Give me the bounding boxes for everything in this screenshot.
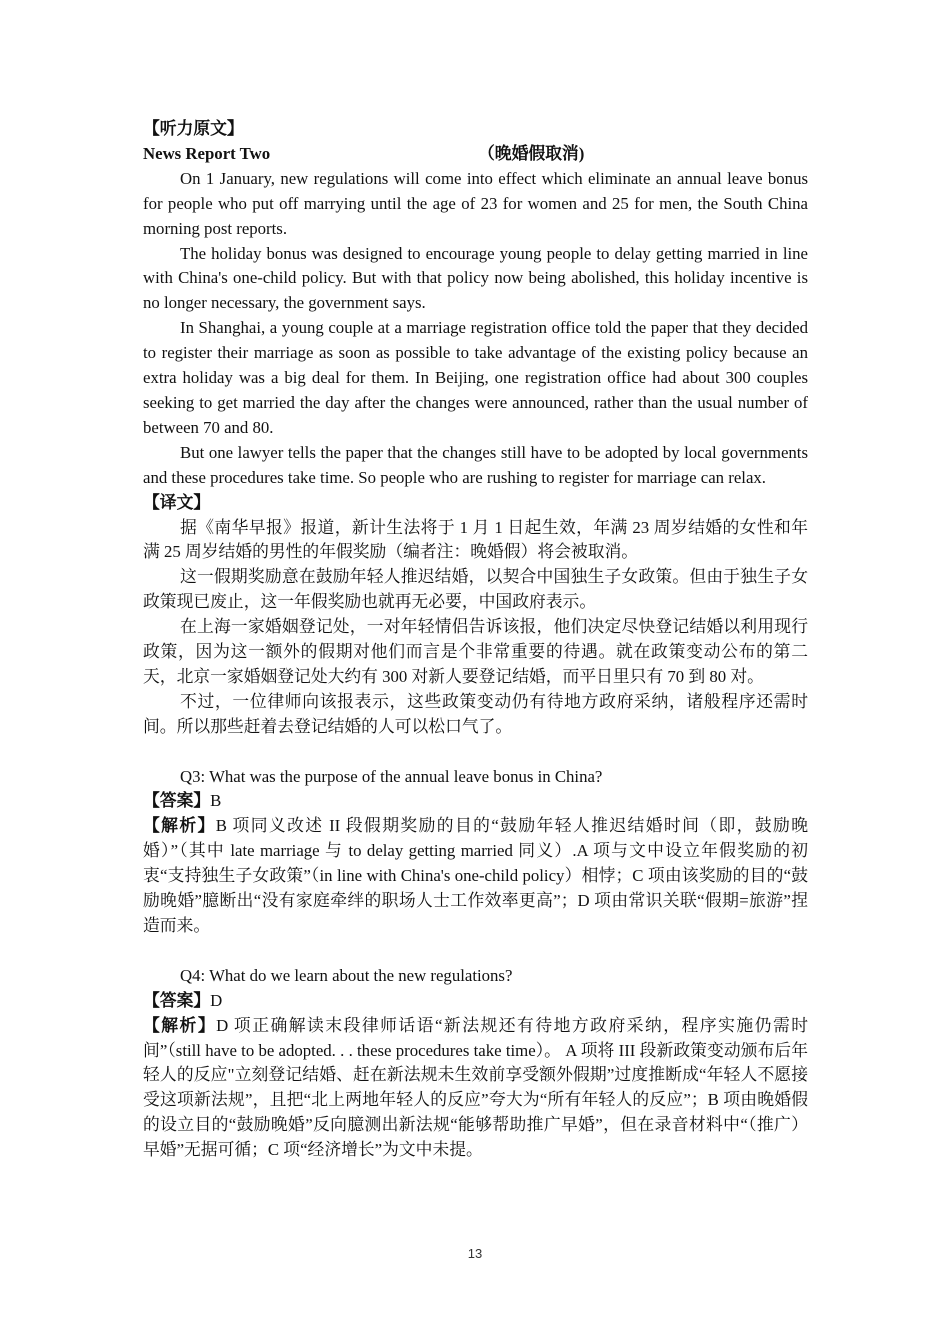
q3-analysis: B 项同义改述 II 段假期奖励的目的“鼓励年轻人推迟结婚时间（即，鼓励晚婚）”（其中 late marriage 与 to delay getting married 同义）.A 项与文中设立年假奖励的初衷“支持独生子女政策”（in line with China's one-child policy）相悖；C 项由该奖励的目的“鼓励晚婚”臆断出“没有家庭牵绊的职场人士工作效率更高”；D 项由常识关联“假期=旅游”捏造而来。 (143, 816, 808, 935)
report-subtitle: （晚婚假取消) (478, 143, 585, 163)
q3-question: Q3: What was the purpose of the annual leave bonus in China? (180, 766, 603, 786)
q3-analysis-line (143, 814, 808, 939)
english-paragraph-1: On 1 January, new regulations will come into effect which eliminate an annual leave bonus for people who put off marrying until the age of 23 for women and 25 for men, the South China morning post reports. (143, 168, 808, 238)
q4-analysis-label: 【解析】 (143, 1015, 217, 1035)
q3-answer: B (210, 791, 222, 811)
chinese-paragraph-3: 在上海一家婚姻登记处，一对年轻情侣告诉该报，他们决定尽快登记结婚以利用现行政策，因为这一额外的假期对他们而言是个非常重要的待遇。就在政策变动公布的第二天，北京一家婚姻登记处大约有 300 对新人要登记结婚，而平日里只有 70 到 80 对。 (143, 617, 808, 686)
report-title: News Report Two (143, 143, 271, 163)
q4-analysis-line (143, 1014, 808, 1163)
english-paragraph-2: The holiday bonus was designed to encourage young people to delay getting married in line with China's one-child policy. But with that policy now being abolished, this holiday incentive is no longer necessary, the government says. (143, 243, 808, 313)
q3-analysis-label: 【解析】 (143, 816, 216, 836)
english-paragraph-3: In Shanghai, a young couple at a marriage registration office told the paper that they decided to register their marriage as soon as possible to take advantage of the existing policy because an extra holiday was a big deal for them. In Beijing, one registration office had about 300 couples seeking to get married the day after the changes were announced, rather than the usual number of between 70 and 80. (143, 318, 808, 437)
chinese-paragraph-2: 这一假期奖励意在鼓励年轻人推迟结婚，以契合中国独生子女政策。但由于独生子女政策现已废止，这一年假奖励也就再无必要，中国政府表示。 (143, 567, 808, 612)
translation-heading: 【译文】 (143, 492, 211, 512)
q4-answer: D (210, 990, 223, 1010)
q3-answer-line (143, 789, 808, 814)
spacer (143, 740, 808, 765)
page-number: 13 (467, 1246, 483, 1261)
q3-answer-label: 【答案】 (143, 791, 211, 811)
report-title-row (143, 142, 808, 167)
listening-heading: 【听力原文】 (143, 119, 244, 138)
chinese-paragraph-1: 据《南华早报》报道，新计生法将于 1 月 1 日起生效，年满 23 周岁结婚的女性和年满 25 周岁结婚的男性的年假奖励（编者注：晚婚假）将会被取消。 (143, 517, 808, 562)
q4-question: Q4: What do we learn about the new regulations? (180, 965, 513, 985)
q4-answer-line (143, 989, 808, 1014)
page-content (143, 117, 808, 1163)
q4-analysis: D 项正确解读末段律师话语“新法规还有待地方政府采纳，程序实施仍需时间”（still have to be adopted. . . these procedures take time）。 A 项将 III 段新政策变动颁布后年轻人的反应"立刻登记结婚、赶在新法规未生效前享受额外假期”过度推断成“年轻人不愿接受这项新法规”，且把“北上两地年轻人的反应”夸大为“所有年轻人的反应”；B 项由晚婚假的设立目的“鼓励晚婚”反向臆测出新法规“能够帮助推广早婚”，但在录音材料中“（推广）早婚”无据可循；C 项“经济增长”为文中未提。 (143, 1015, 808, 1160)
chinese-paragraph-4: 不过，一位律师向该报表示，这些政策变动仍有待地方政府采纳，诸般程序还需时间。所以那些赶着去登记结婚的人可以松口气了。 (143, 691, 808, 736)
q4-answer-label: 【答案】 (143, 990, 211, 1010)
spacer (143, 939, 808, 964)
english-paragraph-4: But one lawyer tells the paper that the changes still have to be adopted by local governments and these procedures take time. So people who are rushing to register for marriage can relax. (143, 442, 808, 487)
